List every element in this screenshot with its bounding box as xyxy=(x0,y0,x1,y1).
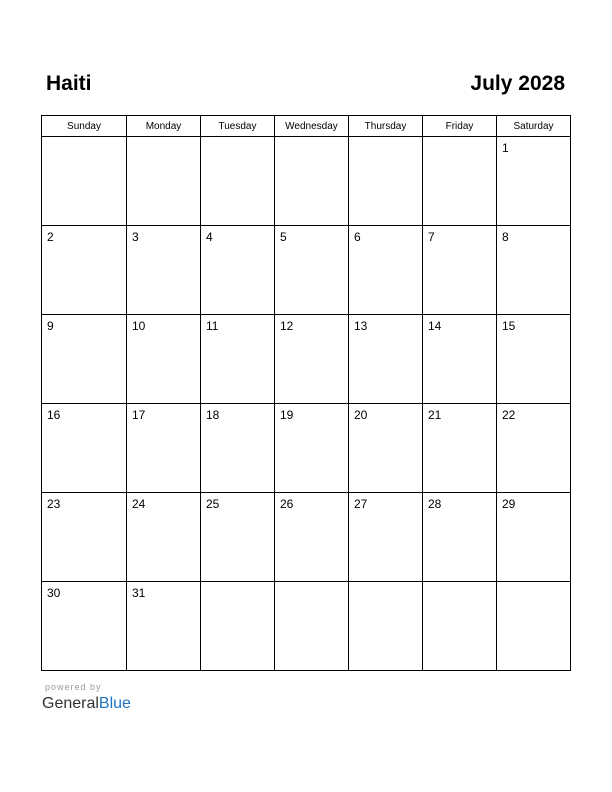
day-cell xyxy=(275,226,349,315)
day-number: 23 xyxy=(47,497,61,511)
day-cell xyxy=(42,226,127,315)
day-number: 7 xyxy=(428,230,435,244)
day-number: 15 xyxy=(502,319,516,333)
day-cell xyxy=(275,582,349,671)
day-number xyxy=(349,137,422,141)
day-number: 24 xyxy=(132,497,146,511)
weekday-tuesday: Tuesday xyxy=(201,116,275,137)
day-number: 6 xyxy=(354,230,361,244)
day-number xyxy=(497,582,570,586)
day-number xyxy=(201,137,274,141)
powered-by-label: powered by xyxy=(45,682,102,692)
week-row xyxy=(42,226,571,315)
day-number: 14 xyxy=(428,319,442,333)
day-number xyxy=(275,582,348,586)
day-cell xyxy=(42,137,127,226)
day-number: 1 xyxy=(502,141,509,155)
day-number: 5 xyxy=(280,230,287,244)
day-number: 20 xyxy=(354,408,368,422)
week-row xyxy=(42,137,571,226)
month-year-title: July 2028 xyxy=(470,72,565,95)
week-row xyxy=(42,493,571,582)
day-number: 22 xyxy=(502,408,516,422)
day-number: 18 xyxy=(206,408,220,422)
day-number: 29 xyxy=(502,497,516,511)
day-cell xyxy=(127,226,201,315)
day-number xyxy=(127,137,200,141)
day-cell xyxy=(127,582,201,671)
weekday-thursday: Thursday xyxy=(349,116,423,137)
weekday-monday: Monday xyxy=(127,116,201,137)
day-number: 11 xyxy=(206,319,219,333)
day-cell xyxy=(201,315,275,404)
day-number xyxy=(349,582,422,586)
day-number: 31 xyxy=(132,586,146,600)
day-cell xyxy=(497,493,571,582)
day-cell xyxy=(201,137,275,226)
day-cell xyxy=(423,315,497,404)
weekday-wednesday: Wednesday xyxy=(275,116,349,137)
day-number: 26 xyxy=(280,497,294,511)
day-cell xyxy=(127,493,201,582)
day-cell xyxy=(349,226,423,315)
weekday-friday: Friday xyxy=(423,116,497,137)
day-number: 13 xyxy=(354,319,368,333)
day-cell xyxy=(127,315,201,404)
week-row xyxy=(42,315,571,404)
day-number: 19 xyxy=(280,408,294,422)
day-number: 28 xyxy=(428,497,442,511)
day-cell xyxy=(497,582,571,671)
day-number: 17 xyxy=(132,408,146,422)
day-cell xyxy=(423,582,497,671)
day-number: 10 xyxy=(132,319,146,333)
day-number: 4 xyxy=(206,230,213,244)
week-row xyxy=(42,582,571,671)
generalblue-logo[interactable] xyxy=(42,694,131,714)
day-cell xyxy=(127,137,201,226)
calendar-grid xyxy=(41,115,571,671)
day-number: 30 xyxy=(47,586,61,600)
brand-blue-text: Blue xyxy=(98,695,131,712)
day-number: 25 xyxy=(206,497,220,511)
day-cell xyxy=(42,404,127,493)
day-cell xyxy=(275,404,349,493)
day-cell xyxy=(423,404,497,493)
day-cell xyxy=(275,315,349,404)
day-number: 9 xyxy=(47,319,54,333)
day-cell xyxy=(497,137,571,226)
day-number: 27 xyxy=(354,497,368,511)
day-number: 12 xyxy=(280,319,294,333)
day-cell xyxy=(201,226,275,315)
brand-general-text: General xyxy=(42,695,99,712)
day-cell xyxy=(127,404,201,493)
day-cell xyxy=(423,137,497,226)
day-cell xyxy=(497,404,571,493)
day-number: 2 xyxy=(47,230,54,244)
day-number: 21 xyxy=(428,408,442,422)
day-cell xyxy=(349,582,423,671)
day-number: 3 xyxy=(132,230,139,244)
day-number xyxy=(423,582,496,586)
day-cell xyxy=(201,404,275,493)
day-number: 8 xyxy=(502,230,509,244)
country-title: Haiti xyxy=(46,72,92,95)
day-cell xyxy=(275,493,349,582)
day-cell xyxy=(275,137,349,226)
day-cell xyxy=(201,493,275,582)
day-number xyxy=(423,137,496,141)
day-cell xyxy=(497,315,571,404)
day-cell xyxy=(349,137,423,226)
day-cell xyxy=(349,315,423,404)
day-number xyxy=(42,137,126,141)
weekday-header-row xyxy=(42,116,571,137)
day-number xyxy=(201,582,274,586)
day-cell xyxy=(497,226,571,315)
day-cell xyxy=(42,315,127,404)
day-cell xyxy=(423,493,497,582)
day-cell xyxy=(349,493,423,582)
day-cell xyxy=(201,582,275,671)
day-number: 16 xyxy=(47,408,61,422)
day-cell xyxy=(42,493,127,582)
day-number xyxy=(275,137,348,141)
weekday-sunday: Sunday xyxy=(42,116,127,137)
day-cell xyxy=(42,582,127,671)
day-cell xyxy=(349,404,423,493)
week-row xyxy=(42,404,571,493)
day-cell xyxy=(423,226,497,315)
weekday-saturday: Saturday xyxy=(497,116,571,137)
